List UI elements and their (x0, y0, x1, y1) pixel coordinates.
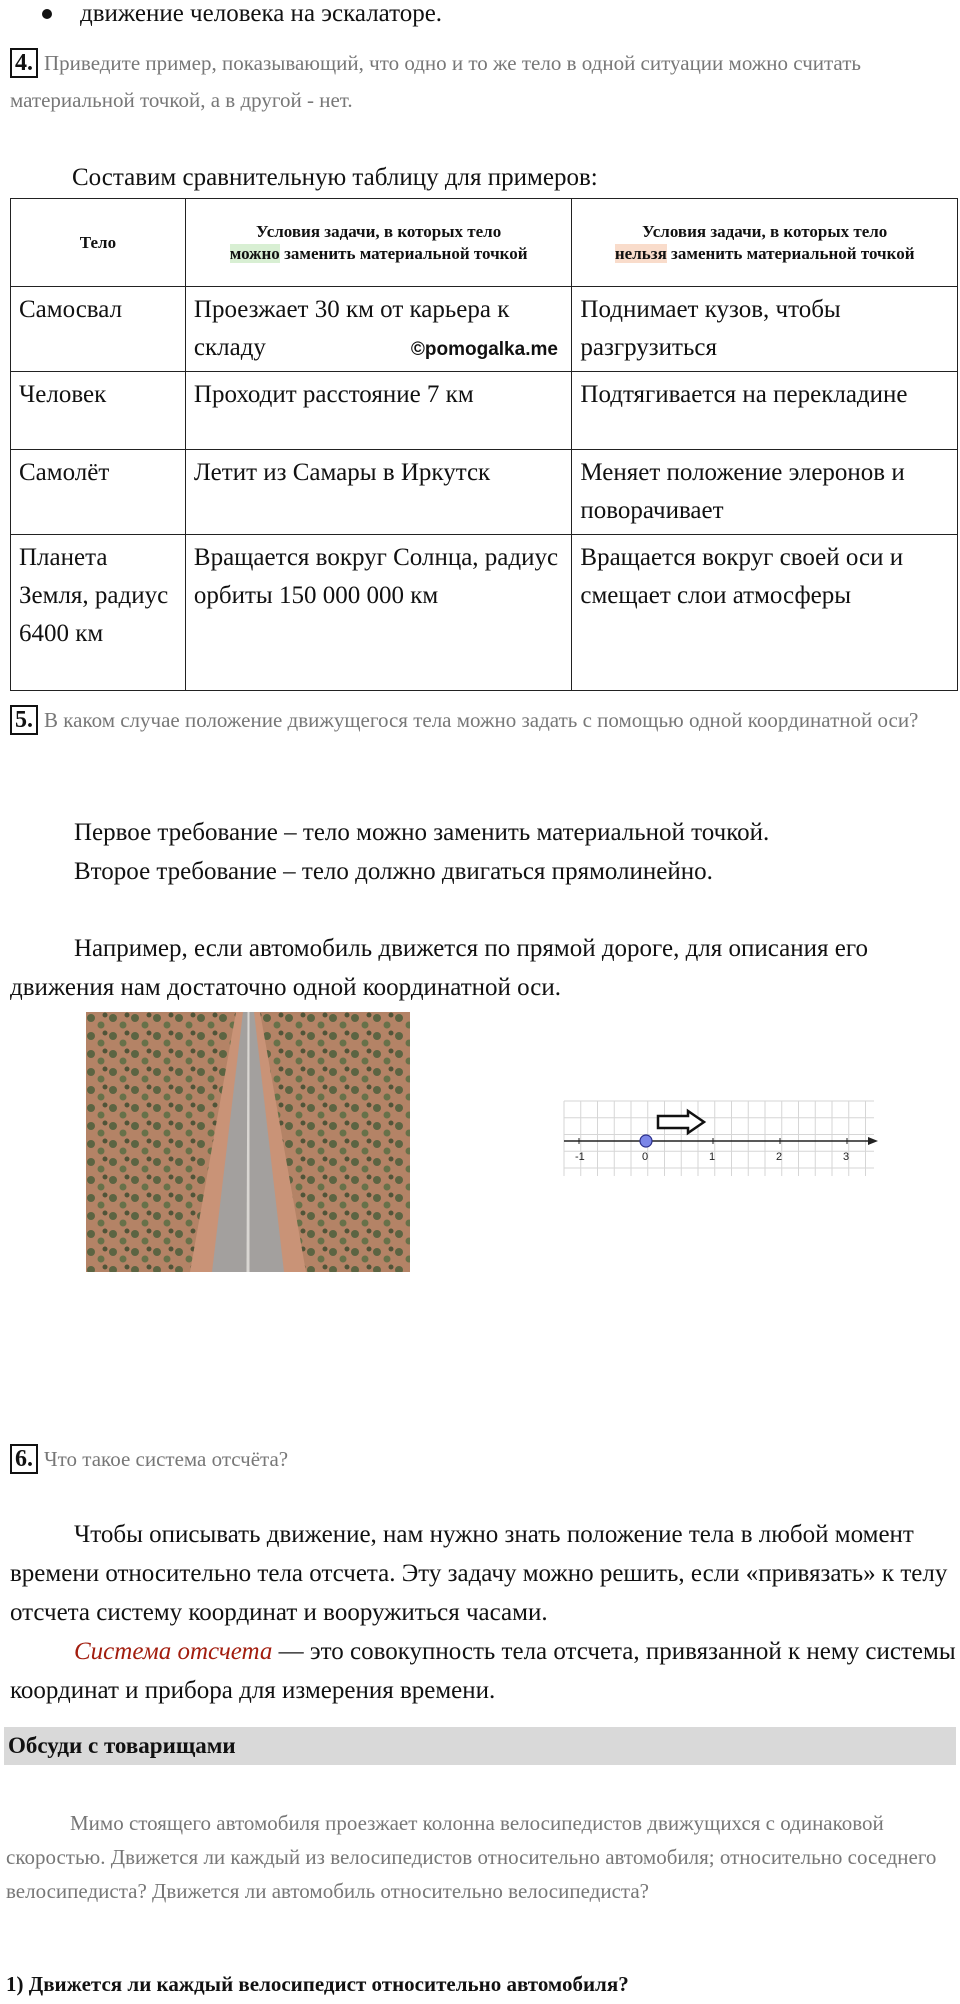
cell-cannot: Поднимает кузов, чтобы разгрузиться (572, 287, 958, 372)
header-body: Тело (11, 199, 186, 287)
axis-tick-label: 0 (642, 1151, 649, 1163)
term-reference-system: Система отсчета (74, 1638, 273, 1665)
axis-tick-label: -1 (575, 1151, 585, 1163)
table-row (11, 372, 958, 450)
answer-5-line2: Второе требование – тело должно двигаться прямолинейно. (74, 858, 713, 885)
watermark: ©pomogalka.me (410, 339, 558, 360)
axis-tick-label: 1 (709, 1151, 716, 1163)
number-line (562, 1098, 882, 1178)
table-row (11, 450, 958, 535)
cell-can: Летит из Самары в Иркутск (185, 450, 572, 535)
cell-cannot: Подтягивается на перекладине (572, 372, 958, 450)
answer-6-definition: Система отсчета — это совокупность тела отсчета, привязанной к нему системы координат и прибора для измерения времени. (10, 1638, 956, 1704)
table-row (11, 287, 958, 372)
cell-cannot: Вращается вокруг своей оси и смещает слои атмосферы (572, 535, 958, 691)
header-cannot: Условия задачи, в которых тело нельзя заменить материальной точкой (572, 199, 958, 287)
highlight-can: можно (229, 243, 280, 263)
cell-body: Планета Земля, радиус 6400 км (11, 535, 186, 691)
road-photo (86, 1012, 410, 1272)
answer-5-line1: Первое требование – тело можно заменить материальной точкой. (74, 819, 770, 846)
cell-can: Проезжает 30 км от карьера к складу ©pomogalka.me (185, 287, 572, 372)
bullet-text: движение человека на эскалаторе. (80, 0, 443, 27)
cell-can: Вращается вокруг Солнца, радиус орбиты 150 000 000 км (185, 535, 572, 691)
discuss-text: Мимо стоящего автомобиля проезжает колонна велосипедистов движущихся с одинаковой скоростью. Движется ли каждый из велосипедистов относительно автомобиля; относительно соседнего велосипедиста? Движется ли автомобиль относительно велосипедиста? (6, 1811, 937, 1903)
bullet-dot (42, 9, 52, 19)
question-number: 6. (10, 1444, 38, 1474)
discuss-heading: Обсуди с товарищами (4, 1727, 956, 1765)
question-6 (10, 1441, 950, 1478)
question-text: Приведите пример, показывающий, что одно и то же тело в одной ситуации можно считать материальной точкой, а в другой - нет. (10, 51, 861, 112)
question-text: Что такое система отсчёта? (44, 1447, 289, 1471)
axis-tick-label: 3 (843, 1151, 850, 1163)
cell-cannot: Меняет положение элеронов и поворачивает (572, 450, 958, 535)
body-point-marker (640, 1135, 652, 1147)
comparison-table (10, 198, 958, 691)
table-row (11, 535, 958, 691)
axis-tick-label: 2 (776, 1151, 783, 1163)
header-can: Условия задачи, в которых тело можно заменить материальной точкой (185, 199, 572, 287)
cell-body: Человек (11, 372, 186, 450)
question-4 (10, 45, 950, 119)
coordinate-axis-figure (562, 1098, 882, 1178)
discuss-question-1: 1) Движется ли каждый велосипедист относительно автомобиля? (6, 1972, 629, 1996)
cell-body: Самолёт (11, 450, 186, 535)
answer-5-example: Например, если автомобиль движется по прямой дороге, для описания его движения нам достаточно одной координатной оси. (10, 935, 869, 1001)
question-5 (10, 702, 950, 739)
answer-6-paragraph: Чтобы описывать движение, нам нужно знать положение тела в любой момент времени относительно тела отсчета. Эту задачу можно решить, если «привязать» к телу отсчета систему координат и вооружиться часами. (10, 1521, 948, 1626)
table-intro: Составим сравнительную таблицу для примеров: (72, 164, 598, 191)
bullet-item (0, 0, 442, 28)
question-text: В каком случае положение движущегося тела можно задать с помощью одной координатной оси? (44, 708, 919, 732)
highlight-cannot: нельзя (614, 243, 667, 263)
question-number: 4. (10, 48, 38, 78)
cell-can: Проходит расстояние 7 км (185, 372, 572, 450)
cell-body: Самосвал (11, 287, 186, 372)
question-number: 5. (10, 705, 38, 735)
